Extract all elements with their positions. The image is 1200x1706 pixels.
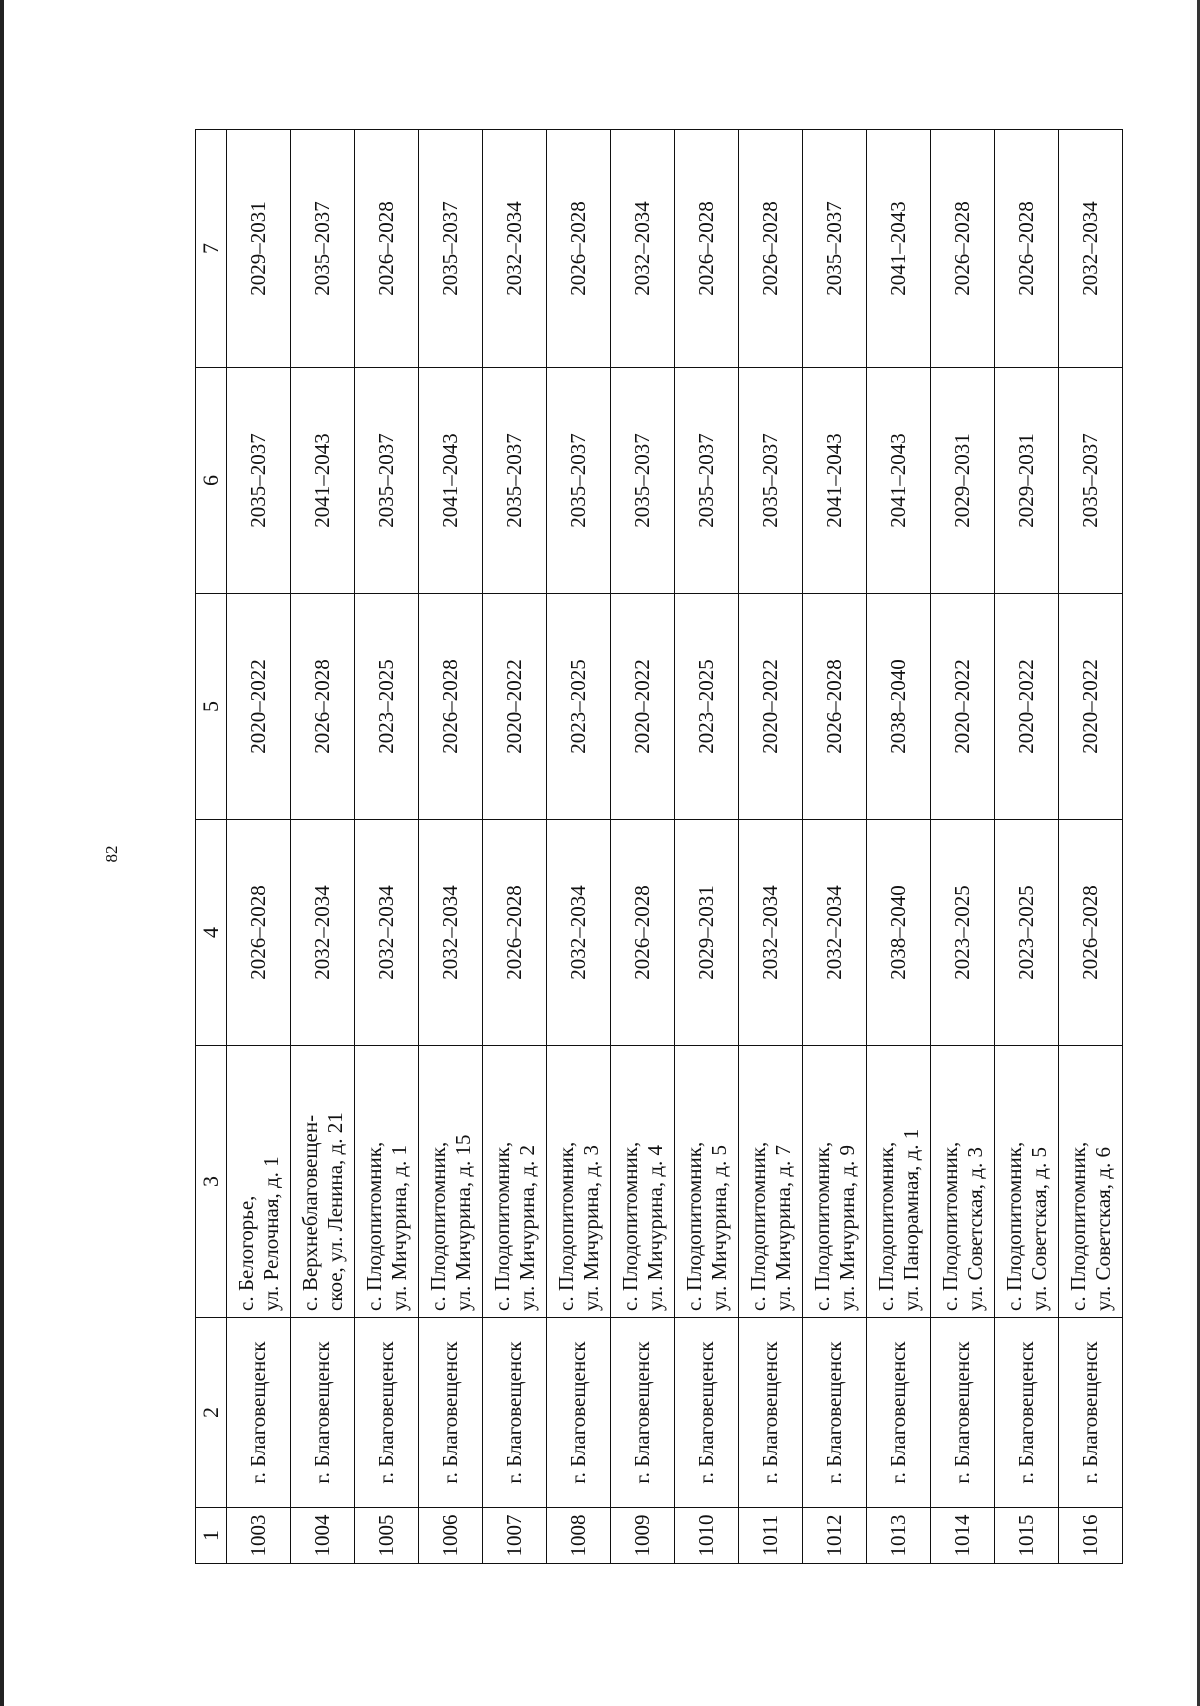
table-row xyxy=(803,130,867,1564)
row-number: 1012 xyxy=(803,1508,867,1564)
period-col-7: 2026–2028 xyxy=(355,130,419,368)
period-col-5: 2020–2022 xyxy=(227,594,291,820)
city-cell: г. Благовещенск xyxy=(355,1318,419,1508)
period-col-5: 2026–2028 xyxy=(803,594,867,820)
period-col-4: 2032–2034 xyxy=(355,820,419,1046)
row-number: 1011 xyxy=(739,1508,803,1564)
period-col-4: 2026–2028 xyxy=(483,820,547,1046)
period-col-4: 2029–2031 xyxy=(675,820,739,1046)
period-col-7: 2035–2037 xyxy=(803,130,867,368)
address-cell xyxy=(931,1046,995,1318)
period-col-4: 2026–2028 xyxy=(1059,820,1123,1046)
row-number: 1008 xyxy=(547,1508,611,1564)
address-line-1: с. Белогорье, xyxy=(234,1195,259,1311)
period-col-5: 2023–2025 xyxy=(675,594,739,820)
period-col-7: 2026–2028 xyxy=(675,130,739,368)
row-number: 1009 xyxy=(611,1508,675,1564)
col-header-2: 2 xyxy=(196,1318,227,1508)
period-col-7: 2026–2028 xyxy=(739,130,803,368)
address-line-1: с. Плодопитомник, xyxy=(810,1141,835,1311)
address-cell xyxy=(867,1046,931,1318)
city-cell: г. Благовещенск xyxy=(803,1318,867,1508)
period-col-6: 2035–2037 xyxy=(675,368,739,594)
period-col-6: 2029–2031 xyxy=(931,368,995,594)
period-col-6: 2035–2037 xyxy=(483,368,547,594)
row-number: 1007 xyxy=(483,1508,547,1564)
table-row xyxy=(675,130,739,1564)
city-cell: г. Благовещенск xyxy=(931,1318,995,1508)
period-col-7: 2026–2028 xyxy=(547,130,611,368)
row-number: 1015 xyxy=(995,1508,1059,1564)
row-number: 1006 xyxy=(419,1508,483,1564)
table-row xyxy=(995,130,1059,1564)
period-col-6: 2041–2043 xyxy=(803,368,867,594)
table-row xyxy=(355,130,419,1564)
col-header-3: 3 xyxy=(196,1046,227,1318)
period-col-5: 2020–2022 xyxy=(739,594,803,820)
period-col-4: 2032–2034 xyxy=(803,820,867,1046)
address-cell xyxy=(1059,1046,1123,1318)
address-line-1: с. Плодопитомник, xyxy=(682,1141,707,1311)
col-header-6: 6 xyxy=(196,368,227,594)
table-row xyxy=(611,130,675,1564)
city-cell: г. Благовещенск xyxy=(867,1318,931,1508)
address-line-1: с. Верхнеблаговещен- xyxy=(298,1114,323,1311)
period-col-7: 2026–2028 xyxy=(931,130,995,368)
period-col-7: 2035–2037 xyxy=(291,130,355,368)
address-line-2: ул. Панорамная, д. 1 xyxy=(898,1128,923,1311)
address-line-2: ул. Мичурина, д. 3 xyxy=(578,1144,603,1311)
col-header-1: 1 xyxy=(196,1508,227,1564)
row-number: 1016 xyxy=(1059,1508,1123,1564)
period-col-6: 2029–2031 xyxy=(995,368,1059,594)
row-number: 1014 xyxy=(931,1508,995,1564)
period-col-4: 2026–2028 xyxy=(611,820,675,1046)
address-line-1: с. Плодопитомник, xyxy=(874,1141,899,1311)
page-number: 82 xyxy=(102,845,121,863)
address-line-1: с. Плодопитомник, xyxy=(554,1141,579,1311)
period-col-4: 2023–2025 xyxy=(995,820,1059,1046)
city-cell: г. Благовещенск xyxy=(739,1318,803,1508)
address-line-1: с. Плодопитомник, xyxy=(426,1141,451,1311)
period-col-6: 2041–2043 xyxy=(419,368,483,594)
table-row xyxy=(227,130,291,1564)
period-col-5: 2026–2028 xyxy=(291,594,355,820)
period-col-4: 2026–2028 xyxy=(227,820,291,1046)
address-line-2: ул. Мичурина, д. 7 xyxy=(770,1144,795,1311)
period-col-7: 2041–2043 xyxy=(867,130,931,368)
period-col-7: 2029–2031 xyxy=(227,130,291,368)
period-col-6: 2035–2037 xyxy=(1059,368,1123,594)
period-col-6: 2041–2043 xyxy=(291,368,355,594)
address-cell xyxy=(995,1046,1059,1318)
city-cell: г. Благовещенск xyxy=(483,1318,547,1508)
period-col-5: 2026–2028 xyxy=(419,594,483,820)
address-cell xyxy=(739,1046,803,1318)
scan-edge-left xyxy=(0,0,4,1706)
period-col-5: 2023–2025 xyxy=(355,594,419,820)
col-header-4: 4 xyxy=(196,820,227,1046)
address-line-1: с. Плодопитомник, xyxy=(1066,1141,1091,1311)
address-line-2: ул. Мичурина, д. 15 xyxy=(450,1134,475,1311)
period-col-5: 2020–2022 xyxy=(1059,594,1123,820)
period-col-7: 2035–2037 xyxy=(419,130,483,368)
address-line-1: с. Плодопитомник, xyxy=(490,1141,515,1311)
period-col-7: 2032–2034 xyxy=(1059,130,1123,368)
address-cell xyxy=(611,1046,675,1318)
period-col-4: 2032–2034 xyxy=(419,820,483,1046)
address-line-2: ул. Советская, д. 6 xyxy=(1090,1147,1115,1311)
rotated-table-frame xyxy=(195,130,1123,1564)
table-row xyxy=(419,130,483,1564)
period-col-7: 2026–2028 xyxy=(995,130,1059,368)
address-cell xyxy=(483,1046,547,1318)
address-line-2: ул. Релочная, д. 1 xyxy=(258,1156,283,1311)
address-line-2: ул. Мичурина, д. 1 xyxy=(386,1144,411,1311)
period-col-6: 2035–2037 xyxy=(611,368,675,594)
period-col-4: 2032–2034 xyxy=(291,820,355,1046)
registry-table xyxy=(195,129,1123,1564)
period-col-6: 2035–2037 xyxy=(227,368,291,594)
address-cell xyxy=(675,1046,739,1318)
period-col-5: 2020–2022 xyxy=(931,594,995,820)
period-col-5: 2038–2040 xyxy=(867,594,931,820)
address-line-1: с. Плодопитомник, xyxy=(746,1141,771,1311)
period-col-5: 2020–2022 xyxy=(483,594,547,820)
period-col-4: 2038–2040 xyxy=(867,820,931,1046)
table-row xyxy=(547,130,611,1564)
table-row xyxy=(291,130,355,1564)
address-line-1: с. Плодопитомник, xyxy=(1002,1141,1027,1311)
address-cell xyxy=(547,1046,611,1318)
city-cell: г. Благовещенск xyxy=(611,1318,675,1508)
table-row xyxy=(739,130,803,1564)
period-col-6: 2041–2043 xyxy=(867,368,931,594)
address-cell xyxy=(227,1046,291,1318)
city-cell: г. Благовещенск xyxy=(227,1318,291,1508)
table-row xyxy=(867,130,931,1564)
col-header-7: 7 xyxy=(196,130,227,368)
address-cell xyxy=(419,1046,483,1318)
city-cell: г. Благовещенск xyxy=(1059,1318,1123,1508)
row-number: 1004 xyxy=(291,1508,355,1564)
city-cell: г. Благовещенск xyxy=(675,1318,739,1508)
period-col-6: 2035–2037 xyxy=(739,368,803,594)
period-col-4: 2023–2025 xyxy=(931,820,995,1046)
address-line-2: ул. Советская, д. 3 xyxy=(962,1147,987,1311)
row-number: 1005 xyxy=(355,1508,419,1564)
period-col-4: 2032–2034 xyxy=(547,820,611,1046)
city-cell: г. Благовещенск xyxy=(291,1318,355,1508)
address-line-1: с. Плодопитомник, xyxy=(362,1141,387,1311)
period-col-5: 2020–2022 xyxy=(611,594,675,820)
table-row xyxy=(1059,130,1123,1564)
address-line-2: ское, ул. Ленина, д. 21 xyxy=(322,1112,347,1311)
row-number: 1003 xyxy=(227,1508,291,1564)
city-cell: г. Благовещенск xyxy=(547,1318,611,1508)
period-col-7: 2032–2034 xyxy=(483,130,547,368)
col-header-5: 5 xyxy=(196,594,227,820)
city-cell: г. Благовещенск xyxy=(419,1318,483,1508)
header-row xyxy=(196,130,227,1564)
row-number: 1013 xyxy=(867,1508,931,1564)
period-col-5: 2023–2025 xyxy=(547,594,611,820)
address-line-2: ул. Мичурина, д. 2 xyxy=(514,1144,539,1311)
address-line-2: ул. Мичурина, д. 4 xyxy=(642,1144,667,1311)
address-line-2: ул. Советская, д. 5 xyxy=(1026,1147,1051,1311)
period-col-4: 2032–2034 xyxy=(739,820,803,1046)
address-line-2: ул. Мичурина, д. 9 xyxy=(834,1144,859,1311)
period-col-5: 2020–2022 xyxy=(995,594,1059,820)
address-cell xyxy=(803,1046,867,1318)
address-cell xyxy=(355,1046,419,1318)
address-line-1: с. Плодопитомник, xyxy=(938,1141,963,1311)
address-line-2: ул. Мичурина, д. 5 xyxy=(706,1144,731,1311)
table-row xyxy=(483,130,547,1564)
period-col-7: 2032–2034 xyxy=(611,130,675,368)
address-line-1: с. Плодопитомник, xyxy=(618,1141,643,1311)
period-col-6: 2035–2037 xyxy=(355,368,419,594)
city-cell: г. Благовещенск xyxy=(995,1318,1059,1508)
period-col-6: 2035–2037 xyxy=(547,368,611,594)
address-cell xyxy=(291,1046,355,1318)
table-row xyxy=(931,130,995,1564)
row-number: 1010 xyxy=(675,1508,739,1564)
